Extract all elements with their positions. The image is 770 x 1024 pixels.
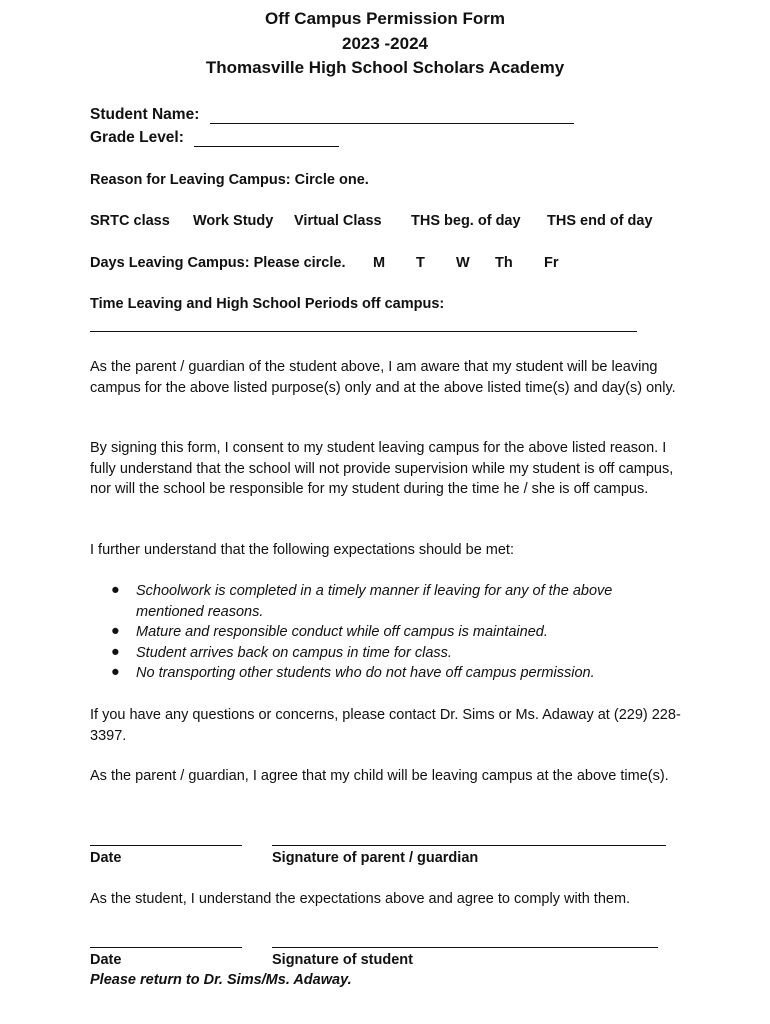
parent-signature-label: Signature of parent / guardian (272, 850, 479, 866)
student-signature-field[interactable] (272, 947, 658, 948)
student-date-field[interactable] (90, 947, 242, 948)
reason-prompt: Reason for Leaving Campus: Circle one. (90, 172, 369, 188)
student-signature-label: Signature of student (272, 952, 413, 968)
paragraph-awareness: As the parent / guardian of the student above, I am aware that my student will be leaving campus for the above listed purpose(s) only and at the above listed time(s) and day(s) only. (90, 359, 676, 396)
student-date-label: Date (90, 952, 122, 968)
expectation-item: No transporting other students who do not have off campus permission. (136, 665, 595, 681)
school-name: Thomasville High School Scholars Academy (205, 58, 565, 77)
school-year: 2023 -2024 (341, 34, 429, 53)
bullet-dot-icon: ● (111, 644, 120, 660)
student-name-field[interactable] (210, 123, 574, 124)
parent-date-label: Date (90, 850, 122, 866)
days-prompt: Days Leaving Campus: Please circle. (90, 255, 346, 271)
bullet-dot-icon: ● (111, 664, 120, 680)
day-option-t[interactable]: T (416, 255, 425, 271)
expectation-item: Schoolwork is completed in a timely manner if leaving for any of the above mentioned reasons. (136, 583, 613, 620)
reason-option-srtc[interactable]: SRTC class (90, 213, 170, 229)
day-option-th[interactable]: Th (495, 255, 513, 271)
paragraph-expectations-intro: I further understand that the following expectations should be met: (90, 542, 514, 558)
day-option-m[interactable]: M (373, 255, 386, 271)
bullet-dot-icon: ● (111, 582, 120, 598)
bullet-dot-icon: ● (111, 623, 120, 639)
reason-option-ths-end[interactable]: THS end of day (547, 213, 653, 229)
day-option-fr[interactable]: Fr (544, 255, 559, 271)
reason-option-virtual-class[interactable]: Virtual Class (294, 213, 382, 229)
paragraph-consent: By signing this form, I consent to my student leaving campus for the above listed reason. I fully understand that the school will not provide supervision while my student is off campus, nor will the school be responsible for my student during the time he / she is off campus. (90, 440, 674, 497)
paragraph-parent-agreement: As the parent / guardian, I agree that my child will be leaving campus at the above time(s). (90, 768, 669, 784)
reason-option-work-study[interactable]: Work Study (193, 213, 274, 229)
grade-level-field[interactable] (194, 146, 339, 147)
form-title: Off Campus Permission Form (265, 9, 505, 28)
time-prompt: Time Leaving and High School Periods off campus: (90, 296, 445, 312)
parent-signature-field[interactable] (272, 845, 666, 846)
parent-date-field[interactable] (90, 845, 242, 846)
return-note: Please return to Dr. Sims/Ms. Adaway. (90, 972, 352, 988)
reason-option-ths-beg[interactable]: THS beg. of day (411, 213, 521, 229)
student-name-label: Student Name: (90, 106, 200, 123)
paragraph-contact: If you have any questions or concerns, please contact Dr. Sims or Ms. Adaway at (229) 228-3397. (90, 707, 681, 744)
day-option-w[interactable]: W (456, 255, 470, 271)
paragraph-student-agreement: As the student, I understand the expectations above and agree to comply with them. (90, 891, 631, 907)
expectation-item: Student arrives back on campus in time for class. (136, 645, 452, 661)
grade-level-label: Grade Level: (90, 129, 184, 146)
time-field[interactable] (90, 331, 637, 332)
expectation-item: Mature and responsible conduct while off campus is maintained. (136, 624, 548, 640)
